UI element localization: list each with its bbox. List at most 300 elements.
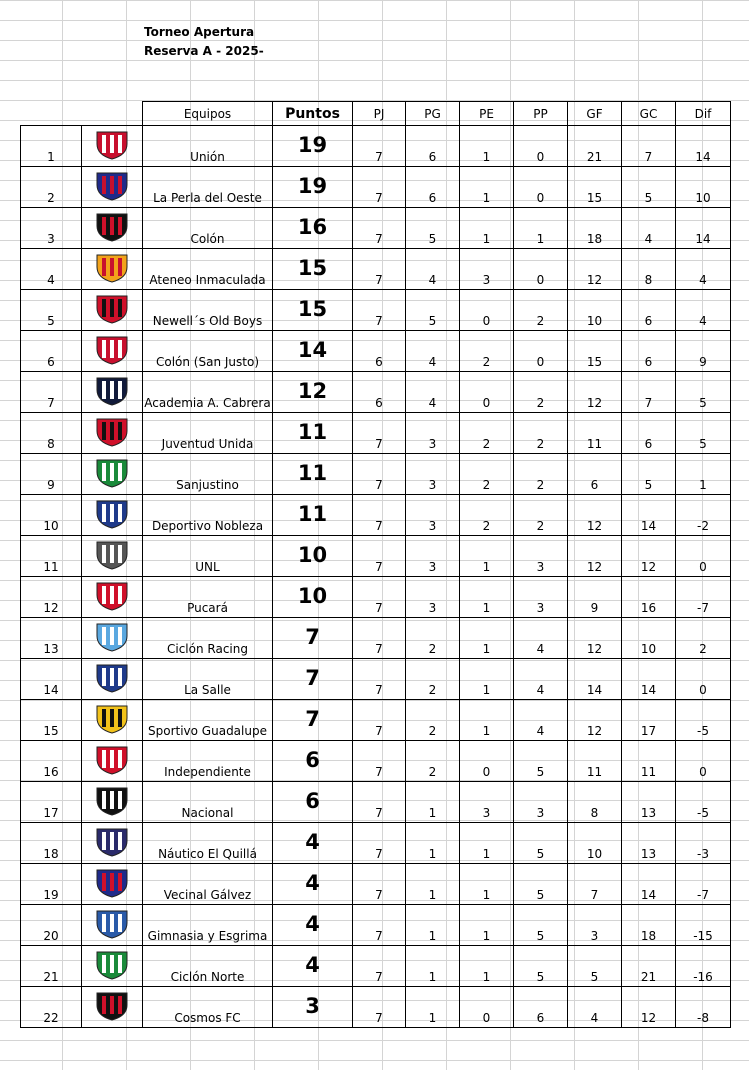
pp-cell: 2 (514, 454, 568, 495)
la-salle-crest-icon (93, 662, 131, 694)
dif-cell: 1 (676, 454, 731, 495)
sheet-subtitle: Reserva A - 2025- (144, 44, 264, 58)
colon-crest-icon (93, 211, 131, 243)
points-cell: 3 (273, 987, 353, 1028)
pj-cell: 7 (353, 659, 406, 700)
pos-cell: 15 (21, 700, 82, 741)
cosmos-fc-crest-icon (93, 990, 131, 1022)
dif-cell: 0 (676, 659, 731, 700)
gc-cell: 18 (622, 905, 676, 946)
table-row (21, 782, 731, 823)
pos-cell: 19 (21, 864, 82, 905)
crest-cell (82, 290, 143, 331)
juventud-unida-crest-icon (93, 416, 131, 448)
pos-cell: 5 (21, 290, 82, 331)
points-cell: 4 (273, 823, 353, 864)
team-cell: Colón (San Justo) (143, 331, 273, 372)
header-dif: Dif (676, 102, 731, 126)
pj-cell: 7 (353, 577, 406, 618)
pg-cell: 1 (406, 864, 460, 905)
ciclon-racing-crest-icon (93, 621, 131, 653)
pp-cell: 5 (514, 741, 568, 782)
dif-cell: 14 (676, 208, 731, 249)
pos-cell: 17 (21, 782, 82, 823)
pg-cell: 3 (406, 454, 460, 495)
sportivo-guadalupe-crest-icon (93, 703, 131, 735)
points-cell: 11 (273, 413, 353, 454)
table-row (21, 372, 731, 413)
pe-cell: 1 (460, 864, 514, 905)
pos-cell: 20 (21, 905, 82, 946)
gc-cell: 12 (622, 536, 676, 577)
team-cell: La Salle (143, 659, 273, 700)
header-row (21, 102, 731, 126)
dif-cell: 10 (676, 167, 731, 208)
dif-cell: -16 (676, 946, 731, 987)
gc-cell: 5 (622, 167, 676, 208)
header-blank-logo (82, 102, 143, 126)
dif-cell: 4 (676, 290, 731, 331)
dif-cell: -5 (676, 782, 731, 823)
dif-cell: 14 (676, 126, 731, 167)
points-cell: 6 (273, 782, 353, 823)
dif-cell: -2 (676, 495, 731, 536)
gf-cell: 8 (568, 782, 622, 823)
pg-cell: 3 (406, 577, 460, 618)
gf-cell: 12 (568, 536, 622, 577)
pp-cell: 5 (514, 823, 568, 864)
pj-cell: 6 (353, 331, 406, 372)
table-row (21, 741, 731, 782)
team-cell: Independiente (143, 741, 273, 782)
pe-cell: 0 (460, 987, 514, 1028)
gf-cell: 11 (568, 741, 622, 782)
table-row (21, 618, 731, 659)
dif-cell: -5 (676, 700, 731, 741)
crest-cell (82, 372, 143, 413)
team-cell: La Perla del Oeste (143, 167, 273, 208)
header-pg: PG (406, 102, 460, 126)
gc-cell: 8 (622, 249, 676, 290)
pp-cell: 1 (514, 208, 568, 249)
pe-cell: 1 (460, 823, 514, 864)
dif-cell: 5 (676, 372, 731, 413)
ateneo-crest-icon (93, 252, 131, 284)
pp-cell: 2 (514, 290, 568, 331)
gc-cell: 14 (622, 659, 676, 700)
pg-cell: 5 (406, 290, 460, 331)
pp-cell: 0 (514, 167, 568, 208)
pos-cell: 14 (21, 659, 82, 700)
header-gc: GC (622, 102, 676, 126)
pp-cell: 3 (514, 782, 568, 823)
dif-cell: 9 (676, 331, 731, 372)
dif-cell: -3 (676, 823, 731, 864)
crest-cell (82, 905, 143, 946)
vecinal-galvez-crest-icon (93, 867, 131, 899)
pe-cell: 2 (460, 454, 514, 495)
sanjustino-crest-icon (93, 457, 131, 489)
table-row (21, 536, 731, 577)
pj-cell: 7 (353, 126, 406, 167)
pg-cell: 2 (406, 659, 460, 700)
gf-cell: 12 (568, 372, 622, 413)
pj-cell: 6 (353, 372, 406, 413)
pj-cell: 7 (353, 987, 406, 1028)
table-row (21, 577, 731, 618)
gf-cell: 9 (568, 577, 622, 618)
pp-cell: 5 (514, 946, 568, 987)
dif-cell: 4 (676, 249, 731, 290)
pos-cell: 3 (21, 208, 82, 249)
crest-cell (82, 331, 143, 372)
unl-crest-icon (93, 539, 131, 571)
pj-cell: 7 (353, 864, 406, 905)
dif-cell: -7 (676, 577, 731, 618)
la-perla-crest-icon (93, 170, 131, 202)
header-pj: PJ (353, 102, 406, 126)
pp-cell: 0 (514, 331, 568, 372)
points-cell: 4 (273, 946, 353, 987)
independiente-crest-icon (93, 744, 131, 776)
table-row (21, 823, 731, 864)
table-row (21, 249, 731, 290)
points-cell: 19 (273, 167, 353, 208)
gc-cell: 6 (622, 290, 676, 331)
gf-cell: 12 (568, 618, 622, 659)
pe-cell: 1 (460, 618, 514, 659)
pg-cell: 6 (406, 126, 460, 167)
pe-cell: 2 (460, 413, 514, 454)
table-row (21, 987, 731, 1028)
crest-cell (82, 823, 143, 864)
standings-table (20, 101, 731, 1028)
table-row (21, 290, 731, 331)
gf-cell: 10 (568, 290, 622, 331)
team-cell: Deportivo Nobleza (143, 495, 273, 536)
pos-cell: 2 (21, 167, 82, 208)
pos-cell: 22 (21, 987, 82, 1028)
table-row (21, 208, 731, 249)
dif-cell: 5 (676, 413, 731, 454)
team-cell: UNL (143, 536, 273, 577)
points-cell: 15 (273, 249, 353, 290)
gf-cell: 12 (568, 249, 622, 290)
crest-cell (82, 167, 143, 208)
colon-san-justo-crest-icon (93, 334, 131, 366)
pj-cell: 7 (353, 946, 406, 987)
gc-cell: 21 (622, 946, 676, 987)
points-cell: 4 (273, 905, 353, 946)
pos-cell: 11 (21, 536, 82, 577)
points-cell: 10 (273, 577, 353, 618)
pe-cell: 1 (460, 577, 514, 618)
deportivo-nobleza-crest-icon (93, 498, 131, 530)
pj-cell: 7 (353, 495, 406, 536)
table-row (21, 946, 731, 987)
gimnasia-esgrima-crest-icon (93, 908, 131, 940)
gf-cell: 14 (568, 659, 622, 700)
gc-cell: 6 (622, 331, 676, 372)
pg-cell: 1 (406, 987, 460, 1028)
pj-cell: 7 (353, 249, 406, 290)
pos-cell: 4 (21, 249, 82, 290)
pj-cell: 7 (353, 454, 406, 495)
crest-cell (82, 741, 143, 782)
pg-cell: 3 (406, 495, 460, 536)
pos-cell: 12 (21, 577, 82, 618)
table-row (21, 331, 731, 372)
academia-cabrera-crest-icon (93, 375, 131, 407)
pe-cell: 1 (460, 659, 514, 700)
pg-cell: 1 (406, 946, 460, 987)
points-cell: 10 (273, 536, 353, 577)
gc-cell: 4 (622, 208, 676, 249)
pj-cell: 7 (353, 290, 406, 331)
pos-cell: 21 (21, 946, 82, 987)
points-cell: 4 (273, 864, 353, 905)
pj-cell: 7 (353, 700, 406, 741)
gc-cell: 7 (622, 126, 676, 167)
points-cell: 11 (273, 454, 353, 495)
points-cell: 14 (273, 331, 353, 372)
crest-cell (82, 782, 143, 823)
header-pe: PE (460, 102, 514, 126)
header-team: Equipos (143, 102, 273, 126)
gc-cell: 16 (622, 577, 676, 618)
team-cell: Ciclón Norte (143, 946, 273, 987)
gc-cell: 13 (622, 782, 676, 823)
crest-cell (82, 536, 143, 577)
team-cell: Pucará (143, 577, 273, 618)
table-row (21, 413, 731, 454)
gf-cell: 11 (568, 413, 622, 454)
pg-cell: 3 (406, 413, 460, 454)
pj-cell: 7 (353, 167, 406, 208)
table-row (21, 167, 731, 208)
gf-cell: 7 (568, 864, 622, 905)
crest-cell (82, 700, 143, 741)
pp-cell: 2 (514, 413, 568, 454)
crest-cell (82, 495, 143, 536)
pg-cell: 3 (406, 536, 460, 577)
pos-cell: 9 (21, 454, 82, 495)
team-cell: Sportivo Guadalupe (143, 700, 273, 741)
team-cell: Gimnasia y Esgrima (143, 905, 273, 946)
gc-cell: 14 (622, 495, 676, 536)
pe-cell: 2 (460, 495, 514, 536)
table-row (21, 905, 731, 946)
pp-cell: 2 (514, 495, 568, 536)
pp-cell: 3 (514, 536, 568, 577)
team-cell: Ciclón Racing (143, 618, 273, 659)
pj-cell: 7 (353, 782, 406, 823)
gf-cell: 12 (568, 495, 622, 536)
points-cell: 7 (273, 659, 353, 700)
dif-cell: 0 (676, 741, 731, 782)
pj-cell: 7 (353, 823, 406, 864)
table-row (21, 700, 731, 741)
pe-cell: 1 (460, 126, 514, 167)
nacional-crest-icon (93, 785, 131, 817)
pe-cell: 1 (460, 905, 514, 946)
gc-cell: 14 (622, 864, 676, 905)
pp-cell: 2 (514, 372, 568, 413)
union-crest-icon (93, 129, 131, 161)
dif-cell: 0 (676, 536, 731, 577)
gc-cell: 17 (622, 700, 676, 741)
dif-cell: -15 (676, 905, 731, 946)
team-cell: Sanjustino (143, 454, 273, 495)
pj-cell: 7 (353, 208, 406, 249)
points-cell: 16 (273, 208, 353, 249)
team-cell: Nacional (143, 782, 273, 823)
pj-cell: 7 (353, 741, 406, 782)
gf-cell: 5 (568, 946, 622, 987)
pos-cell: 18 (21, 823, 82, 864)
pg-cell: 4 (406, 249, 460, 290)
table-row (21, 495, 731, 536)
header-blank-pos (21, 102, 82, 126)
gc-cell: 12 (622, 987, 676, 1028)
crest-cell (82, 864, 143, 905)
table-row (21, 454, 731, 495)
gc-cell: 10 (622, 618, 676, 659)
pp-cell: 6 (514, 987, 568, 1028)
crest-cell (82, 987, 143, 1028)
crest-cell (82, 946, 143, 987)
pe-cell: 0 (460, 741, 514, 782)
pos-cell: 16 (21, 741, 82, 782)
pucara-crest-icon (93, 580, 131, 612)
dif-cell: -7 (676, 864, 731, 905)
newells-crest-icon (93, 293, 131, 325)
gf-cell: 15 (568, 167, 622, 208)
team-cell: Náutico El Quillá (143, 823, 273, 864)
pe-cell: 0 (460, 290, 514, 331)
header-pp: PP (514, 102, 568, 126)
pe-cell: 0 (460, 372, 514, 413)
points-cell: 7 (273, 700, 353, 741)
pj-cell: 7 (353, 536, 406, 577)
pg-cell: 4 (406, 331, 460, 372)
pos-cell: 10 (21, 495, 82, 536)
pg-cell: 4 (406, 372, 460, 413)
pg-cell: 5 (406, 208, 460, 249)
gf-cell: 6 (568, 454, 622, 495)
crest-cell (82, 208, 143, 249)
pg-cell: 2 (406, 741, 460, 782)
crest-cell (82, 249, 143, 290)
points-cell: 7 (273, 618, 353, 659)
team-cell: Vecinal Gálvez (143, 864, 273, 905)
pj-cell: 7 (353, 905, 406, 946)
nautico-quilla-crest-icon (93, 826, 131, 858)
pos-cell: 7 (21, 372, 82, 413)
gf-cell: 18 (568, 208, 622, 249)
points-cell: 15 (273, 290, 353, 331)
team-cell: Colón (143, 208, 273, 249)
pg-cell: 2 (406, 700, 460, 741)
pp-cell: 3 (514, 577, 568, 618)
pp-cell: 4 (514, 618, 568, 659)
gf-cell: 15 (568, 331, 622, 372)
table-row (21, 864, 731, 905)
pe-cell: 1 (460, 946, 514, 987)
crest-cell (82, 618, 143, 659)
sheet-title: Torneo Apertura (144, 25, 255, 39)
pp-cell: 0 (514, 249, 568, 290)
dif-cell: -8 (676, 987, 731, 1028)
gf-cell: 3 (568, 905, 622, 946)
team-cell: Unión (143, 126, 273, 167)
points-cell: 11 (273, 495, 353, 536)
pg-cell: 1 (406, 782, 460, 823)
pg-cell: 1 (406, 905, 460, 946)
gc-cell: 5 (622, 454, 676, 495)
pj-cell: 7 (353, 618, 406, 659)
pe-cell: 3 (460, 782, 514, 823)
team-cell: Newell´s Old Boys (143, 290, 273, 331)
gc-cell: 7 (622, 372, 676, 413)
dif-cell: 2 (676, 618, 731, 659)
gf-cell: 10 (568, 823, 622, 864)
gc-cell: 13 (622, 823, 676, 864)
pp-cell: 5 (514, 864, 568, 905)
crest-cell (82, 413, 143, 454)
points-cell: 12 (273, 372, 353, 413)
team-cell: Academia A. Cabrera (143, 372, 273, 413)
pe-cell: 2 (460, 331, 514, 372)
pe-cell: 1 (460, 208, 514, 249)
team-cell: Cosmos FC (143, 987, 273, 1028)
pe-cell: 1 (460, 700, 514, 741)
table-row (21, 659, 731, 700)
pe-cell: 3 (460, 249, 514, 290)
pos-cell: 8 (21, 413, 82, 454)
crest-cell (82, 454, 143, 495)
pp-cell: 0 (514, 126, 568, 167)
crest-cell (82, 577, 143, 618)
pos-cell: 6 (21, 331, 82, 372)
pos-cell: 1 (21, 126, 82, 167)
header-gf: GF (568, 102, 622, 126)
team-cell: Ateneo Inmaculada (143, 249, 273, 290)
gf-cell: 21 (568, 126, 622, 167)
pj-cell: 7 (353, 413, 406, 454)
crest-cell (82, 659, 143, 700)
header-points: Puntos (273, 102, 353, 126)
team-cell: Juventud Unida (143, 413, 273, 454)
points-cell: 6 (273, 741, 353, 782)
pe-cell: 1 (460, 167, 514, 208)
pp-cell: 5 (514, 905, 568, 946)
gc-cell: 6 (622, 413, 676, 454)
gc-cell: 11 (622, 741, 676, 782)
pg-cell: 1 (406, 823, 460, 864)
points-cell: 19 (273, 126, 353, 167)
gf-cell: 4 (568, 987, 622, 1028)
pe-cell: 1 (460, 536, 514, 577)
gf-cell: 12 (568, 700, 622, 741)
table-row (21, 126, 731, 167)
pg-cell: 6 (406, 167, 460, 208)
crest-cell (82, 126, 143, 167)
pg-cell: 2 (406, 618, 460, 659)
pp-cell: 4 (514, 700, 568, 741)
ciclon-norte-crest-icon (93, 949, 131, 981)
pos-cell: 13 (21, 618, 82, 659)
